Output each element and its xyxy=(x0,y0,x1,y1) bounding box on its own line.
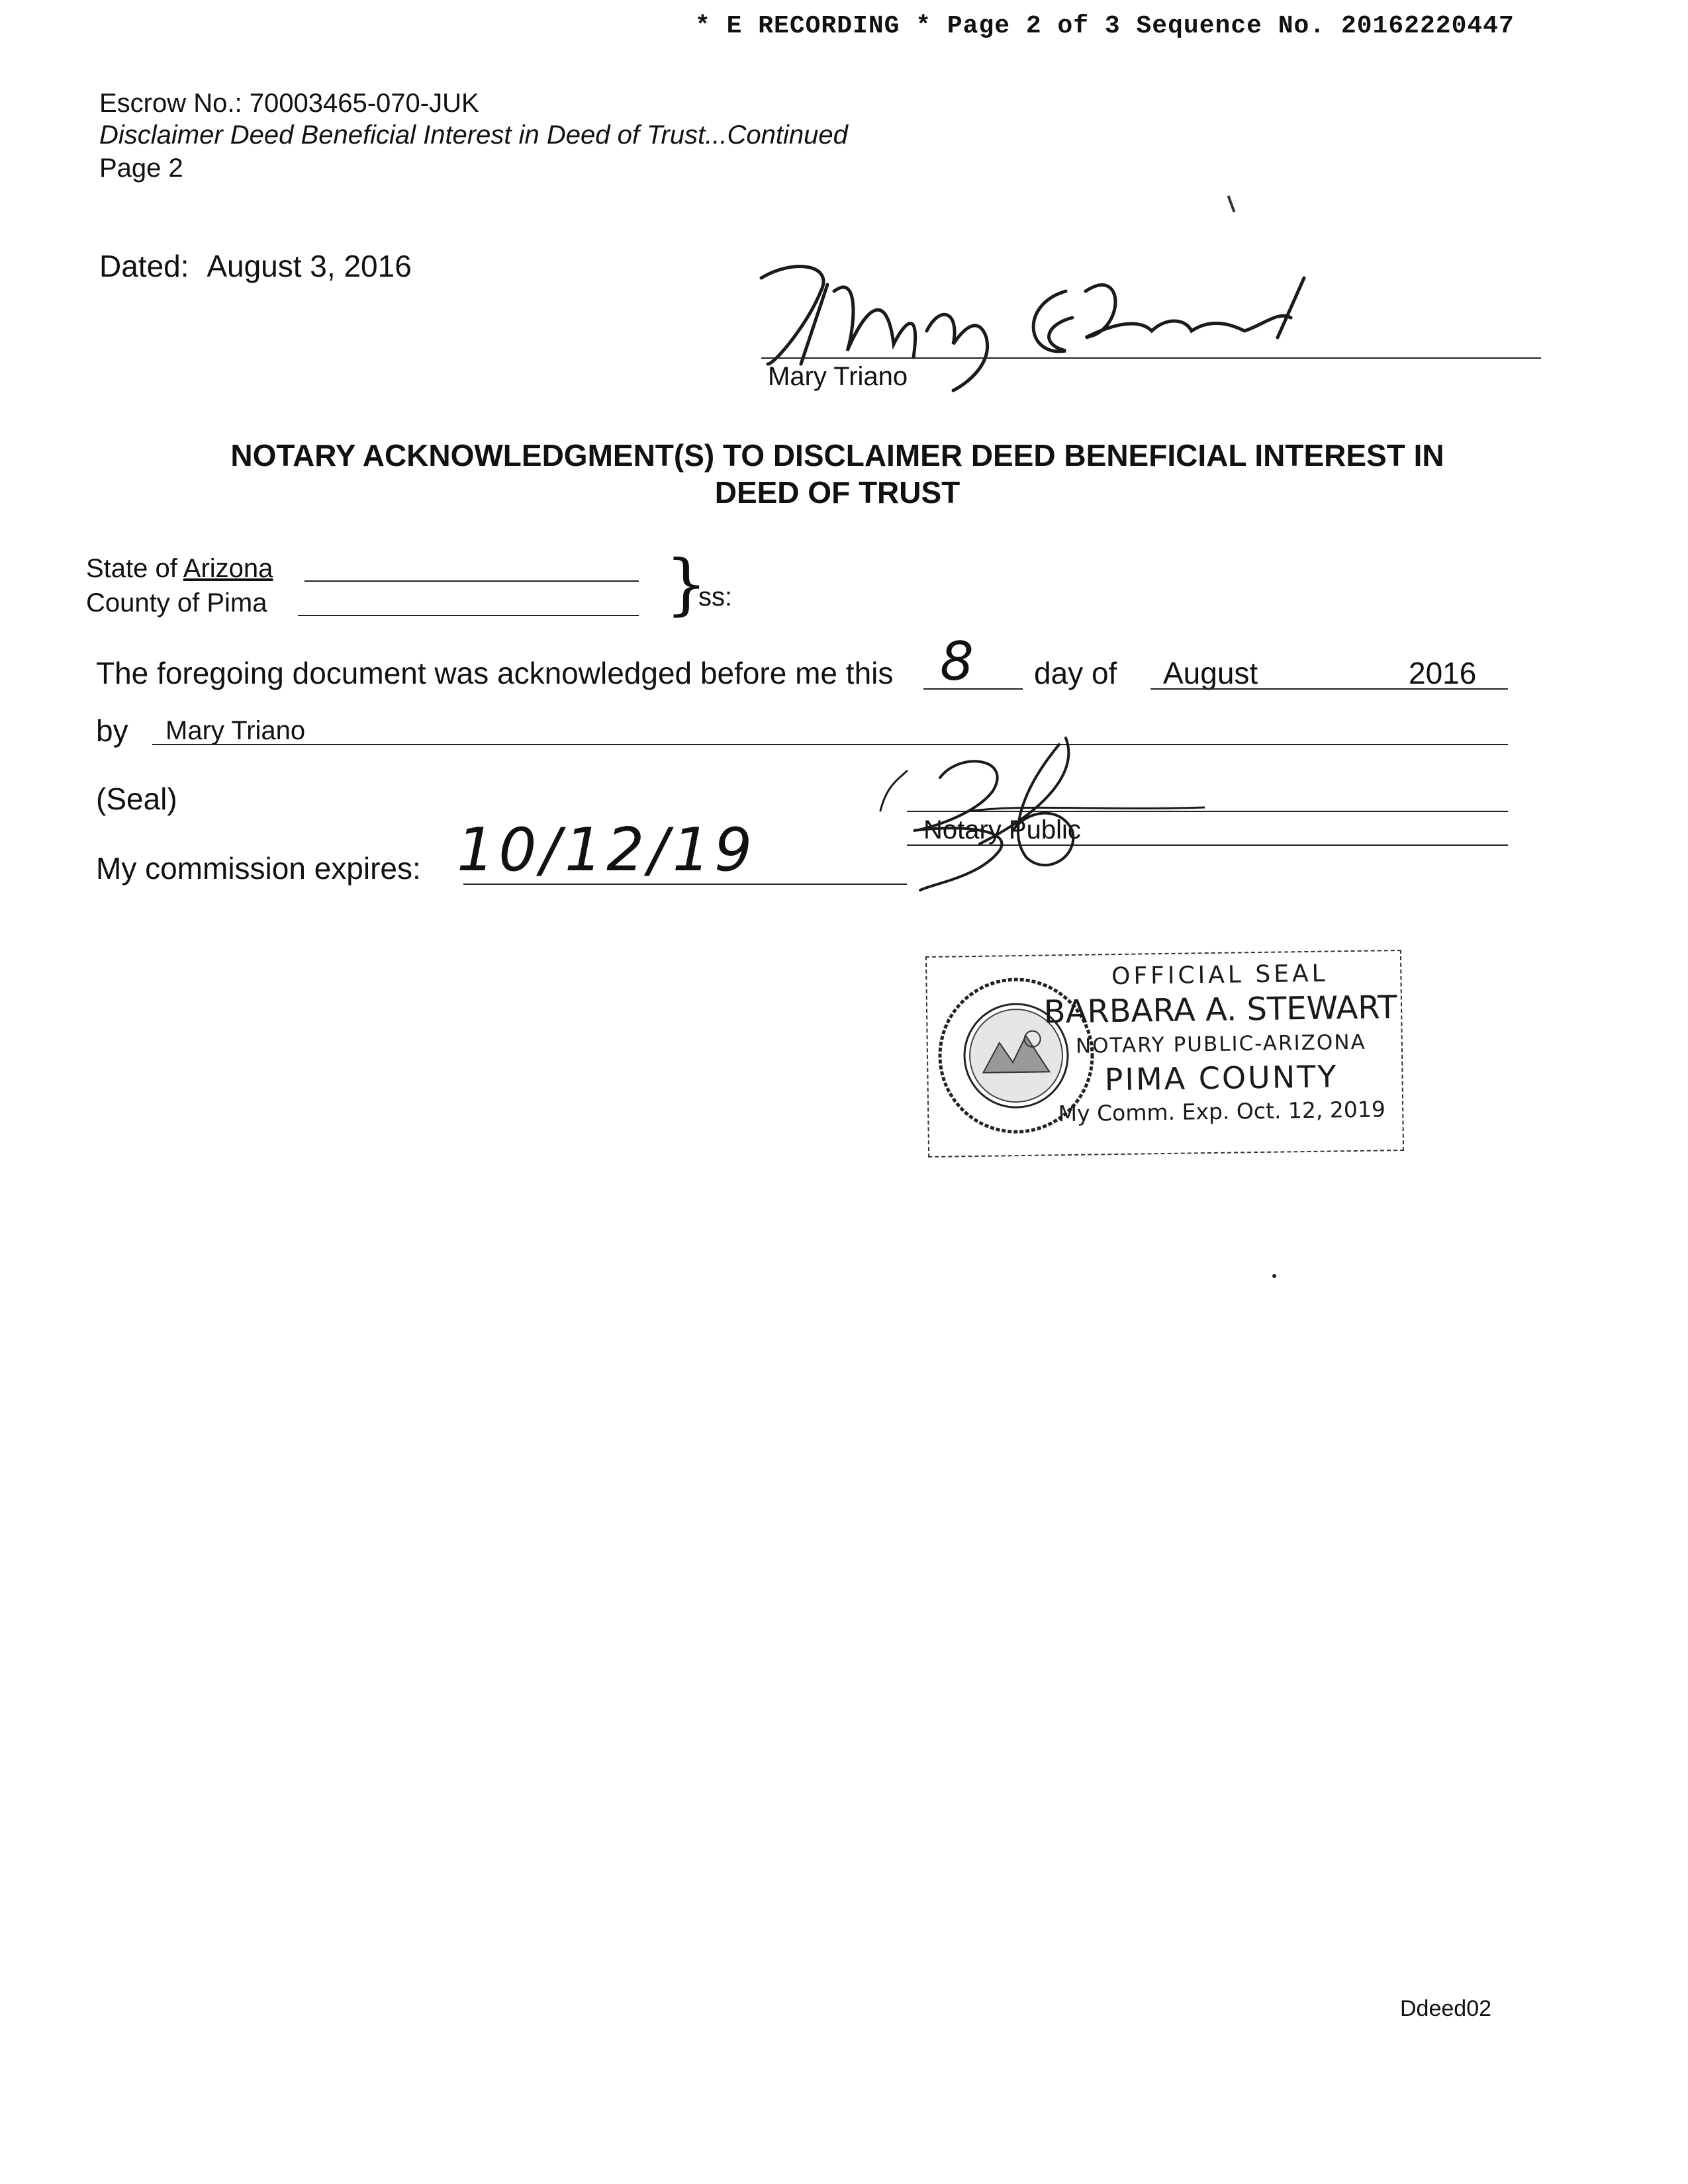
county-rule xyxy=(298,615,639,616)
ack-month-value: August xyxy=(1163,656,1258,690)
ack-text: The foregoing document was acknowledged before me this xyxy=(96,656,894,690)
commission-value: 10/12/19 xyxy=(457,815,757,885)
commission-label: My commission expires: xyxy=(96,851,421,886)
state-value: Arizona xyxy=(183,554,273,583)
seal-notary-name: BARBARA A. STEWART xyxy=(1043,989,1397,1031)
county-value: Pima xyxy=(207,588,267,617)
by-label: by xyxy=(96,713,128,748)
escrow-label: Escrow No.: xyxy=(99,89,242,118)
dated-label: Dated: xyxy=(99,249,189,283)
seal-notary-type: NOTARY PUBLIC-ARIZONA xyxy=(1075,1030,1366,1058)
day-rule xyxy=(923,688,1023,690)
dated-value: August 3, 2016 xyxy=(207,249,412,283)
dated-line xyxy=(99,248,412,284)
form-code: Ddeed02 xyxy=(1400,1996,1492,2021)
ack-day-value: 8 xyxy=(940,631,974,692)
ss-label: ss: xyxy=(698,582,733,612)
by-value: Mary Triano xyxy=(165,716,306,745)
notary-heading xyxy=(99,437,1575,511)
official-seal-stamp xyxy=(925,950,1404,1158)
recording-header: * E RECORDING * Page 2 of 3 Sequence No. 20162220447 xyxy=(695,12,1515,40)
notary-signature xyxy=(861,731,1205,897)
notary-heading-line1: NOTARY ACKNOWLEDGMENT(S) TO DISCLAIMER DEED BENEFICIAL INTEREST IN xyxy=(230,438,1444,473)
state-rule xyxy=(305,580,639,582)
seal-text-block xyxy=(927,958,1402,1131)
signer-printed-name: Mary Triano xyxy=(768,362,908,391)
state-label: State of xyxy=(86,554,177,583)
month-year-rule xyxy=(1150,688,1508,690)
ack-year-value: 2016 xyxy=(1409,656,1477,690)
notary-public-label: Notary Public xyxy=(923,815,1081,844)
county-line xyxy=(86,587,267,619)
seal-county: PIMA COUNTY xyxy=(1104,1058,1338,1098)
escrow-number: 70003465-070-JUK xyxy=(249,89,479,118)
escrow-line xyxy=(99,87,479,119)
signer-signature-line xyxy=(761,357,1541,359)
by-rule xyxy=(152,744,1508,745)
notary-heading-line2: DEED OF TRUST xyxy=(714,475,961,510)
day-of-label: day of xyxy=(1034,656,1117,690)
stray-mark xyxy=(1227,195,1236,212)
page-label: Page 2 xyxy=(99,154,183,183)
seal-expiration: My Comm. Exp. Oct. 12, 2019 xyxy=(1058,1096,1386,1127)
ss-brace: } xyxy=(665,545,708,623)
county-label: County of xyxy=(86,588,200,617)
state-line xyxy=(86,553,273,584)
seal-title: OFFICIAL SEAL xyxy=(1111,960,1329,991)
stray-dot xyxy=(1272,1274,1276,1278)
continued-title: Disclaimer Deed Beneficial Interest in Deed of Trust...Continued xyxy=(99,120,848,150)
seal-label: (Seal) xyxy=(96,782,177,816)
commission-rule xyxy=(463,884,907,885)
